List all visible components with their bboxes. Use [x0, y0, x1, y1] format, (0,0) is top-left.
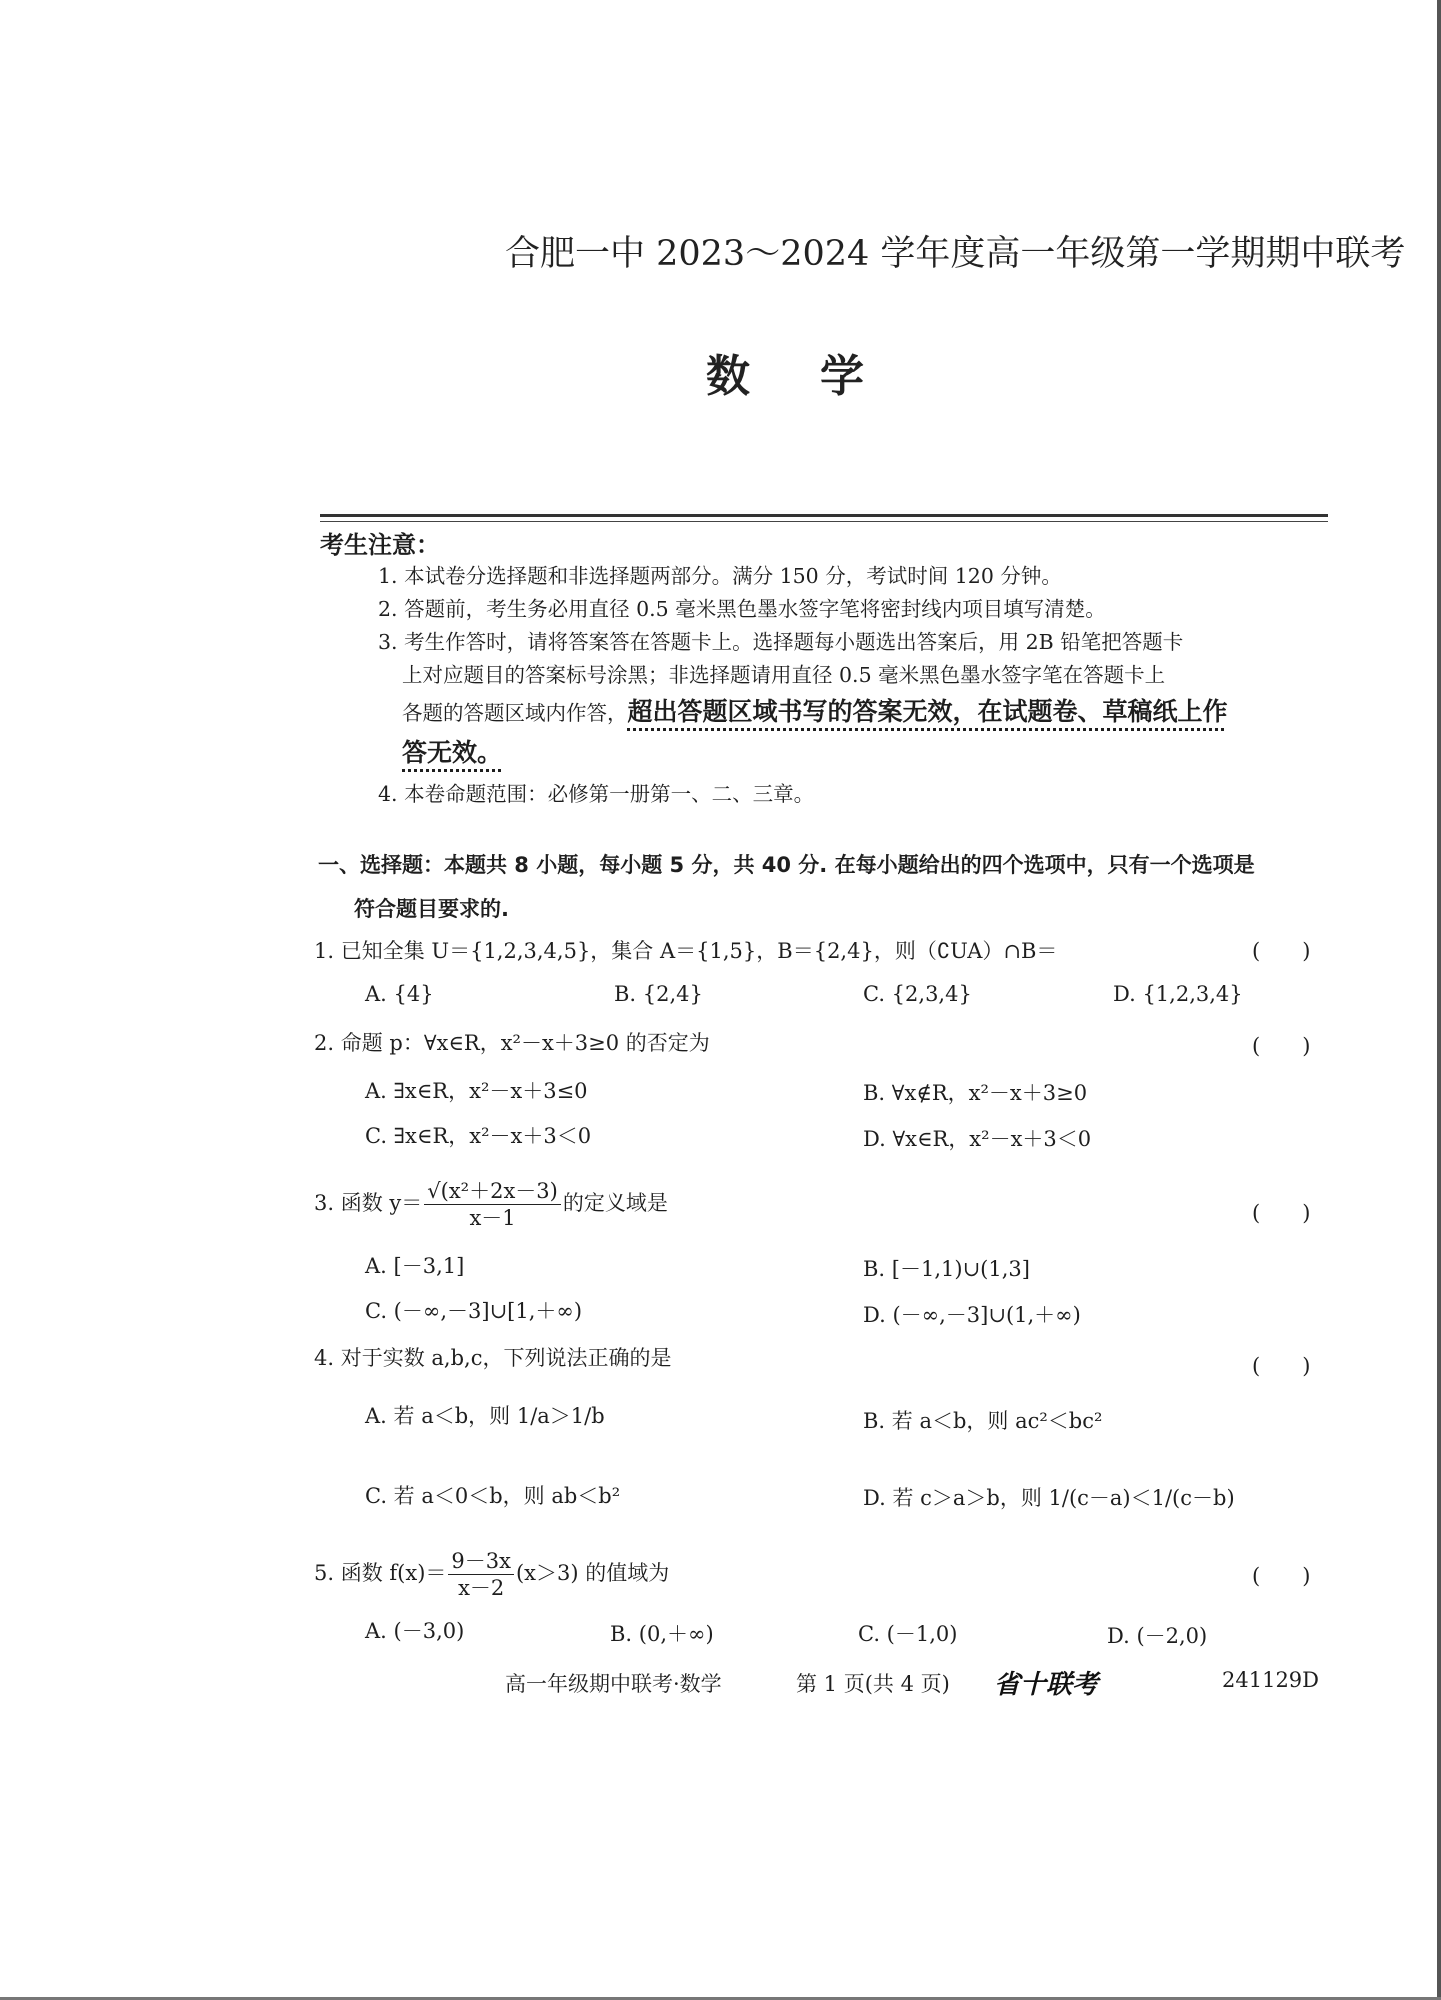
- question-2-stem: 2. 命题 p：∀x∈R，x²－x＋3≥0 的否定为: [314, 1031, 710, 1055]
- answer-paren: ( ): [1252, 1564, 1311, 1588]
- option-a: A. 若 a＜b，则 1/a＞1/b: [365, 1404, 605, 1428]
- option-a: A. [－3,1]: [365, 1254, 465, 1278]
- answer-paren: ( ): [1252, 1354, 1311, 1378]
- footer-page-number: 第 1 页(共 4 页): [796, 1672, 950, 1696]
- exam-title: 合肥一中 2023～2024 学年度高一年级第一学期期中联考: [505, 234, 1406, 274]
- option-c: C. ∃x∈R，x²－x＋3＜0: [365, 1124, 592, 1148]
- option-b: B. ∀x∉R，x²－x＋3≥0: [863, 1081, 1088, 1105]
- option-b: B. (0,＋∞): [610, 1622, 714, 1646]
- option-a: A. ∃x∈R，x²－x＋3≤0: [365, 1079, 588, 1103]
- section-heading: 一、选择题：本题共 8 小题，每小题 5 分，共 40 分. 在每小题给出的四个选项中，只有一个选项是 符合题目要求的.: [318, 853, 1255, 921]
- emphasis-text: 超出答题区域书写的答案无效，在试题卷、草稿纸上作: [627, 697, 1228, 726]
- question-1-stem: 1. 已知全集 U＝{1,2,3,4,5}，集合 A＝{1,5}，B＝{2,4}，则（∁UA）∩B＝: [314, 939, 1058, 963]
- emphasis-text: 答无效。: [402, 738, 503, 767]
- fraction: $\frac{9-3x}{x-2}$: [448, 1548, 514, 1601]
- option-a: A. (－3,0): [365, 1619, 465, 1643]
- option-c: C. 若 a＜0＜b，则 ab＜b²: [365, 1484, 621, 1508]
- subject-title: 数学: [706, 351, 934, 402]
- option-b: B. {2,4}: [614, 982, 703, 1006]
- footer-seal-logo: 省十联考: [994, 1670, 1099, 1700]
- scan-edge-right: [1437, 0, 1441, 2000]
- notice-item: 3. 考生作答时，请将答案答在答题卡上。选择题每小题选出答案后，用 2B 铅笔把答题卡 上对应题目的答案标号涂黑；非选择题请用直径 0.5 毫米黑色墨水签字笔在答题卡上 各题的答题区域内作答，超出答题区域书写的答案无效，在试题卷、草稿纸上作 答无效。: [378, 630, 1228, 767]
- notice-item: 1. 本试卷分选择题和非选择题两部分。满分 150 分，考试时间 120 分钟。: [378, 564, 1062, 588]
- question-3-stem: 3. 函数 y＝ $\frac{\text{√(x²＋2x－3)}}{x-1}$ 的定义域是: [314, 1179, 668, 1230]
- fraction: $\frac{\text{√(x²＋2x－3)}}{x-1}$: [424, 1178, 561, 1231]
- option-b: B. 若 a＜b，则 ac²＜bc²: [863, 1409, 1103, 1433]
- footer-code: 241129D: [1222, 1668, 1320, 1692]
- notice-list: [378, 560, 1328, 811]
- notice-item: 2. 答题前，考生务必用直径 0.5 毫米黑色墨水签字笔将密封线内项目填写清楚。: [378, 597, 1106, 621]
- header-divider: [320, 514, 1328, 517]
- option-b: B. [－1,1)∪(1,3]: [863, 1257, 1030, 1281]
- option-d: D. (－∞,－3]∪(1,＋∞): [863, 1303, 1081, 1327]
- notice-heading: 考生注意：: [320, 531, 440, 559]
- answer-paren: ( ): [1252, 939, 1311, 963]
- option-a: A. {4}: [365, 982, 434, 1006]
- option-d: D. ∀x∈R，x²－x＋3＜0: [863, 1127, 1092, 1151]
- option-d: D. (－2,0): [1107, 1624, 1208, 1648]
- header-divider-thin: [320, 521, 1328, 522]
- question-4-stem: 4. 对于实数 a,b,c，下列说法正确的是: [314, 1346, 672, 1370]
- answer-paren: ( ): [1252, 1201, 1311, 1225]
- option-d: D. 若 c＞a＞b，则 1/(c－a)＜1/(c－b): [863, 1486, 1235, 1510]
- option-c: C. {2,3,4}: [863, 982, 972, 1006]
- option-c: C. (－1,0): [858, 1622, 958, 1646]
- option-d: D. {1,2,3,4}: [1113, 982, 1243, 1006]
- footer-exam-name: 高一年级期中联考·数学: [505, 1672, 722, 1696]
- question-5-stem: 5. 函数 f(x)＝ $\frac{9-3x}{x-2}$ (x＞3) 的值域为: [314, 1549, 670, 1600]
- notice-item: 4. 本卷命题范围：必修第一册第一、二、三章。: [378, 782, 815, 806]
- option-c: C. (－∞,－3]∪[1,＋∞): [365, 1299, 583, 1323]
- answer-paren: ( ): [1252, 1034, 1311, 1058]
